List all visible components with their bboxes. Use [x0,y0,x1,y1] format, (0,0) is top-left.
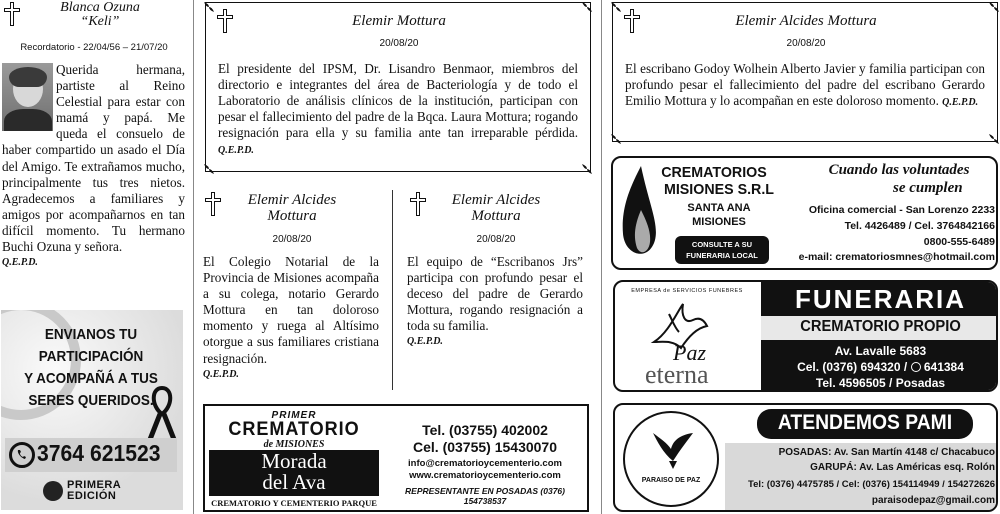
corner-ornament [203,162,215,174]
ad-posadas: POSADAS: Av. San Martín 4148 c/ Chacabuco [778,447,995,458]
ad-funeraria: FUNERARIA [794,284,967,314]
column-divider-left [193,0,194,514]
divider [392,190,393,390]
corner-ornament [581,162,593,174]
qepd-label: Q.E.P.D. [203,368,239,380]
qepd-label: Q.E.P.D. [2,257,38,269]
qepd-label: Q.E.P.D. [218,145,254,157]
ad-email: paraisodepaz@gmail.com [871,495,995,506]
ad-line-2: PARTICIPACIÓN [38,348,144,365]
paraiso-logo: PARAISO DE PAZ [623,411,719,507]
paz-eterna-ad [613,280,998,392]
corner-ornament [203,0,215,12]
ad-title-2: MISIONES S.R.L [663,181,775,198]
column-divider-right [601,0,602,514]
ad-sub-2: MISIONES [692,216,746,228]
ad-line-1: ENVIANOS TU [44,326,138,343]
ad-cel: Cel. (0376) 694320 / 641384 [797,360,964,374]
ad-tel2: Cel. (03755) 15430070 [413,439,557,455]
obituary-text: El escribano Godoy Wolhein Alberto Javier y familia participan con profundo pesar el fallecimiento del padre del escribano Gerardo Emilio Mottura y lo acompañan en este doloroso momento. [625,61,985,109]
obituary-name: Elemir Alcides Mottura [735,13,877,29]
obituary-body [203,254,379,383]
ad-tel1: Tel. (03755) 402002 [422,422,548,438]
obituary-nickname: “Keli” [80,14,120,29]
ad-cementerio: CREMATORIO Y CEMENTERIO PARQUE [211,498,377,508]
ad-address: Av. Lavalle 5683 [834,344,927,358]
whatsapp-icon [911,362,921,372]
ad-headline: ATENDEMOS PAMI [777,411,953,434]
obituary-date: 20/08/20 [379,38,419,49]
cross-icon [204,192,222,216]
ad-sub-1: SANTA ANA [687,202,751,214]
paz-eterna-logo: EMPRESA de SERVICIOS FUNEBRES Paz eterna [631,288,743,389]
ad-morada-2: del Ava [262,470,326,494]
corner-ornament [610,132,622,144]
obituary-body [625,61,985,111]
corner-ornament [988,132,1000,144]
ad-email: info@crematorioycementerio.com [408,458,562,469]
corner-ornament [988,0,1000,12]
cross-icon [623,9,641,33]
ad-email: e-mail: crematoriosmnes@hotmail.com [798,251,995,263]
obituary-body [407,254,583,351]
ad-line-4: SERES QUERIDOS. [28,392,154,409]
ad-tel: Tel: (0376) 4475785 / Cel: (0376) 154114949 / 154272626 [747,479,995,490]
dove-icon [651,431,695,471]
ad-tel: Tel. 4426489 / Cel. 3764842166 [844,220,995,232]
cross-icon [216,9,234,33]
obituary-body [2,62,185,271]
recordatorio-dates: Recordatorio - 22/04/56 – 21/07/20 [20,42,168,53]
obituary-text: El Colegio Notarial de la Provincia de Misiones acompaña a su colega, notario Gerardo Mottura en tan doloroso momento y ruega al Altísimo otorgue a sus familiares cristiana resignación. [203,254,379,366]
obituary-text: El equipo de “Escribanos Jrs” participa con profundo pesar el deceso del padre de Gerardo Mottura, rogando resignación a toda su familia. [407,254,583,334]
ad-crematorio: CREMATORIO PROPIO [800,318,961,335]
ad-line-3: Y ACOMPAÑÁ A TUS [24,370,158,387]
obituary-name: Elemir Alcides Mottura [247,192,337,224]
obituary-body [218,61,578,160]
obituary-ipsm [205,2,591,172]
ad-morada-1: Morada [261,449,327,473]
qepd-label: Q.E.P.D. [407,336,443,348]
obituary-name: Elemir Alcides Mottura [451,192,541,224]
obituary-date: 20/08/20 [272,234,312,245]
ad-web: www.crematorioycementerio.com [409,470,561,481]
ad-slogan-1: Cuando las voluntades [828,162,970,178]
morada-del-ava-ad [203,404,589,512]
ad-posadas: REPRESENTANTE EN POSADAS (0376) 154738537 [405,486,565,506]
ribbon-icon [147,384,177,444]
corner-ornament [610,0,622,12]
ad-phone: 3764 621523 [37,440,161,466]
consulte-pill: CONSULTE A SU FUNERARIA LOCAL [675,236,769,264]
crematorios-misiones-ad [611,156,998,270]
cross-icon [409,192,427,216]
ad-crematorio: CREMATORIO [228,419,360,440]
obituary-date: 20/08/20 [786,38,826,49]
ad-garupa: GARUPÁ: Av. Las Américas esq. Rolón [810,462,995,473]
ad-tel: Tel. 4596505 / Posadas [815,376,946,390]
ad-office: Oficina comercial - San Lorenzo 2233 [808,204,995,216]
obituary-date: 20/08/20 [476,234,516,245]
ad-slogan-2: se cumplen [893,180,963,196]
paraiso-de-paz-ad [613,403,998,512]
primera-edicion-ad [1,310,183,510]
obituary-name: Elemir Mottura [352,13,446,29]
obituary-godoy-wolhein [612,2,998,142]
obituary-text: Querida hermana, partiste al Reino Celestial para estar con mamá y papá. Me queda el consuelo de haber compartido un asado el Día del Amigo. Te extrañamos mucho, principalmente tus tres nietos. Agradecemos a familiares y amigos por acompañarnos en tan difícil momento. Tu hermano Buchi Ozuna y señora. [2,62,185,255]
ad-toll: 0800-555-6489 [923,236,995,248]
whatsapp-icon [9,442,35,468]
qepd-label: Q.E.P.D. [942,97,979,109]
ad-primer: PRIMER [271,410,317,421]
obituary-text: El presidente del IPSM, Dr. Lisandro Benmaor, miembros del directorio e integrantes del área de Bacteriología y de todo el Laboratorio de análisis clínicos de la institución, participan con pesar el fallecimiento del padre de la Bqca. Laura Mottura; rogando resignación para ella y su familia ante tan irreparable pérdida. [218,61,578,141]
corner-ornament [581,0,593,12]
obituary-name: Blanca Ozuna [60,0,140,15]
ad-de-misiones: de MISIONES [263,439,325,450]
ad-title-1: CREMATORIOS [661,164,767,181]
primera-edicion-logo: PRIMERA EDICIÓN [43,478,143,504]
cross-icon [3,2,21,26]
